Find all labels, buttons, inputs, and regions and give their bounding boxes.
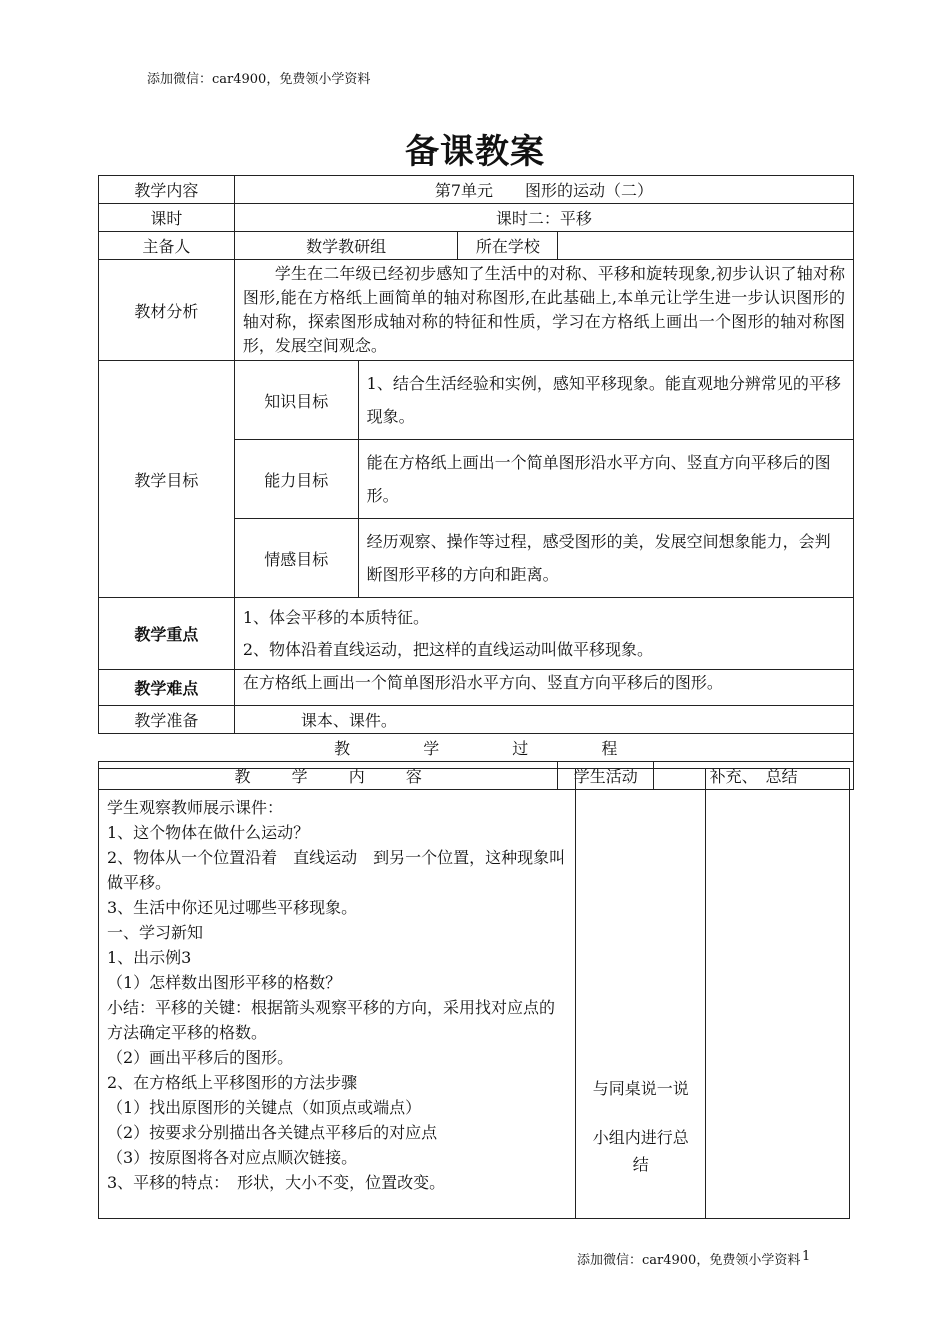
key-point: 1、体会平移的本质特征。 bbox=[242, 607, 429, 627]
process-line: （1）怎样数出图形平移的格数？ bbox=[107, 973, 342, 992]
difficulty-label: 教学难点 bbox=[99, 670, 235, 706]
content-col-char: 内 bbox=[348, 767, 365, 786]
content-label: 教学内容 bbox=[99, 176, 235, 204]
prep-text: 课本、课件。 bbox=[234, 706, 853, 734]
page-title: 备课教案 bbox=[405, 132, 545, 172]
key-points bbox=[234, 598, 853, 670]
process-header bbox=[99, 734, 854, 762]
summary-column-header: 补充、 总结 bbox=[654, 762, 854, 790]
period-label: 课时 bbox=[99, 204, 235, 232]
process-char: 学 bbox=[423, 739, 440, 758]
header-note: 添加微信：car4900，免费领小学资料 bbox=[147, 72, 371, 87]
lesson-info-table bbox=[98, 175, 854, 790]
period-value: 课时二：平移 bbox=[234, 204, 853, 232]
goal-text: 1、结合生活经验和实例，感知平移现象。能直观地分辨常见的平移现象。 bbox=[358, 361, 853, 440]
process-line: 3、平移的特点： 形状，大小不变，位置改变。 bbox=[107, 1173, 446, 1192]
goal-label: 知识目标 bbox=[234, 361, 358, 440]
analysis-label: 教材分析 bbox=[99, 260, 235, 361]
footer-note: 添加微信：car4900，免费领小学资料 bbox=[577, 1253, 801, 1268]
student-activity: 小组内进行总结 bbox=[592, 1128, 689, 1174]
process-line: 学生观察教师展示课件： bbox=[107, 798, 284, 817]
school-label: 所在学校 bbox=[458, 232, 558, 260]
process-line: （1）找出原图形的关键点（如顶点或端点） bbox=[107, 1098, 422, 1117]
school-value bbox=[558, 232, 854, 260]
student-activity: 与同桌说一说 bbox=[592, 1079, 689, 1098]
goal-text: 能在方格纸上画出一个简单图形沿水平方向、竖直方向平移后的图形。 bbox=[358, 440, 853, 519]
process-line: （2）按要求分别描出各关键点平移后的对应点 bbox=[107, 1123, 438, 1142]
key-label: 教学重点 bbox=[99, 598, 235, 670]
process-char: 过 bbox=[512, 739, 529, 758]
lead-value: 数学教研组 bbox=[234, 232, 458, 260]
process-line: 2、物体从一个位置沿着 直线运动 到另一个位置，这种现象叫做平移。 bbox=[107, 848, 566, 892]
process-line: 1、这个物体在做什么运动？ bbox=[107, 823, 310, 842]
process-char: 程 bbox=[601, 739, 618, 758]
content-value: 第7单元 图形的运动（二） bbox=[234, 176, 853, 204]
process-line: 2、在方格纸上平移图形的方法步骤 bbox=[107, 1073, 358, 1092]
process-content bbox=[99, 769, 576, 1219]
goal-label: 能力目标 bbox=[234, 440, 358, 519]
process-line: 一、学习新知 bbox=[107, 923, 204, 942]
lead-label: 主备人 bbox=[99, 232, 235, 260]
process-line: （3）按原图将各对应点顺次链接。 bbox=[107, 1148, 358, 1167]
process-table bbox=[98, 768, 850, 1219]
page-number: 1 bbox=[802, 1249, 811, 1264]
summary-cell bbox=[706, 769, 850, 1219]
goal-label: 情感目标 bbox=[234, 519, 358, 598]
content-col-char: 容 bbox=[405, 767, 422, 786]
prep-label: 教学准备 bbox=[99, 706, 235, 734]
key-point: 2、物体沿着直线运动，把这样的直线运动叫做平移现象。 bbox=[242, 639, 653, 659]
goals-label: 教学目标 bbox=[99, 361, 235, 598]
content-col-char: 教 bbox=[234, 767, 251, 786]
process-line: （2）画出平移后的图形。 bbox=[107, 1048, 294, 1067]
process-char: 教 bbox=[334, 739, 351, 758]
analysis-text: 学生在二年级已经初步感知了生活中的对称、平移和旋转现象,初步认识了轴对称图形,能在方格纸上画简单的轴对称图形,在此基础上,本单元让学生进一步认识图形的轴对称，探索图形成轴对称的特征和性质，学习在方格纸上画出一个图形的轴对称图形，发展空间观念。 bbox=[234, 260, 853, 361]
student-activity-cell bbox=[576, 769, 706, 1219]
goal-text: 经历观察、操作等过程，感受图形的美，发展空间想象能力，会判断图形平移的方向和距离。 bbox=[358, 519, 853, 598]
process-line: 1、出示例3 bbox=[107, 948, 192, 967]
process-line: 小结：平移的关键：根据箭头观察平移的方向，采用找对应点的方法确定平移的格数。 bbox=[107, 998, 556, 1042]
difficulty-text: 在方格纸上画出一个简单图形沿水平方向、竖直方向平移后的图形。 bbox=[234, 670, 853, 706]
content-col-char: 学 bbox=[291, 767, 308, 786]
student-column-header: 学生活动 bbox=[558, 762, 654, 790]
process-line: 3、生活中你还见过哪些平移现象。 bbox=[107, 898, 358, 917]
